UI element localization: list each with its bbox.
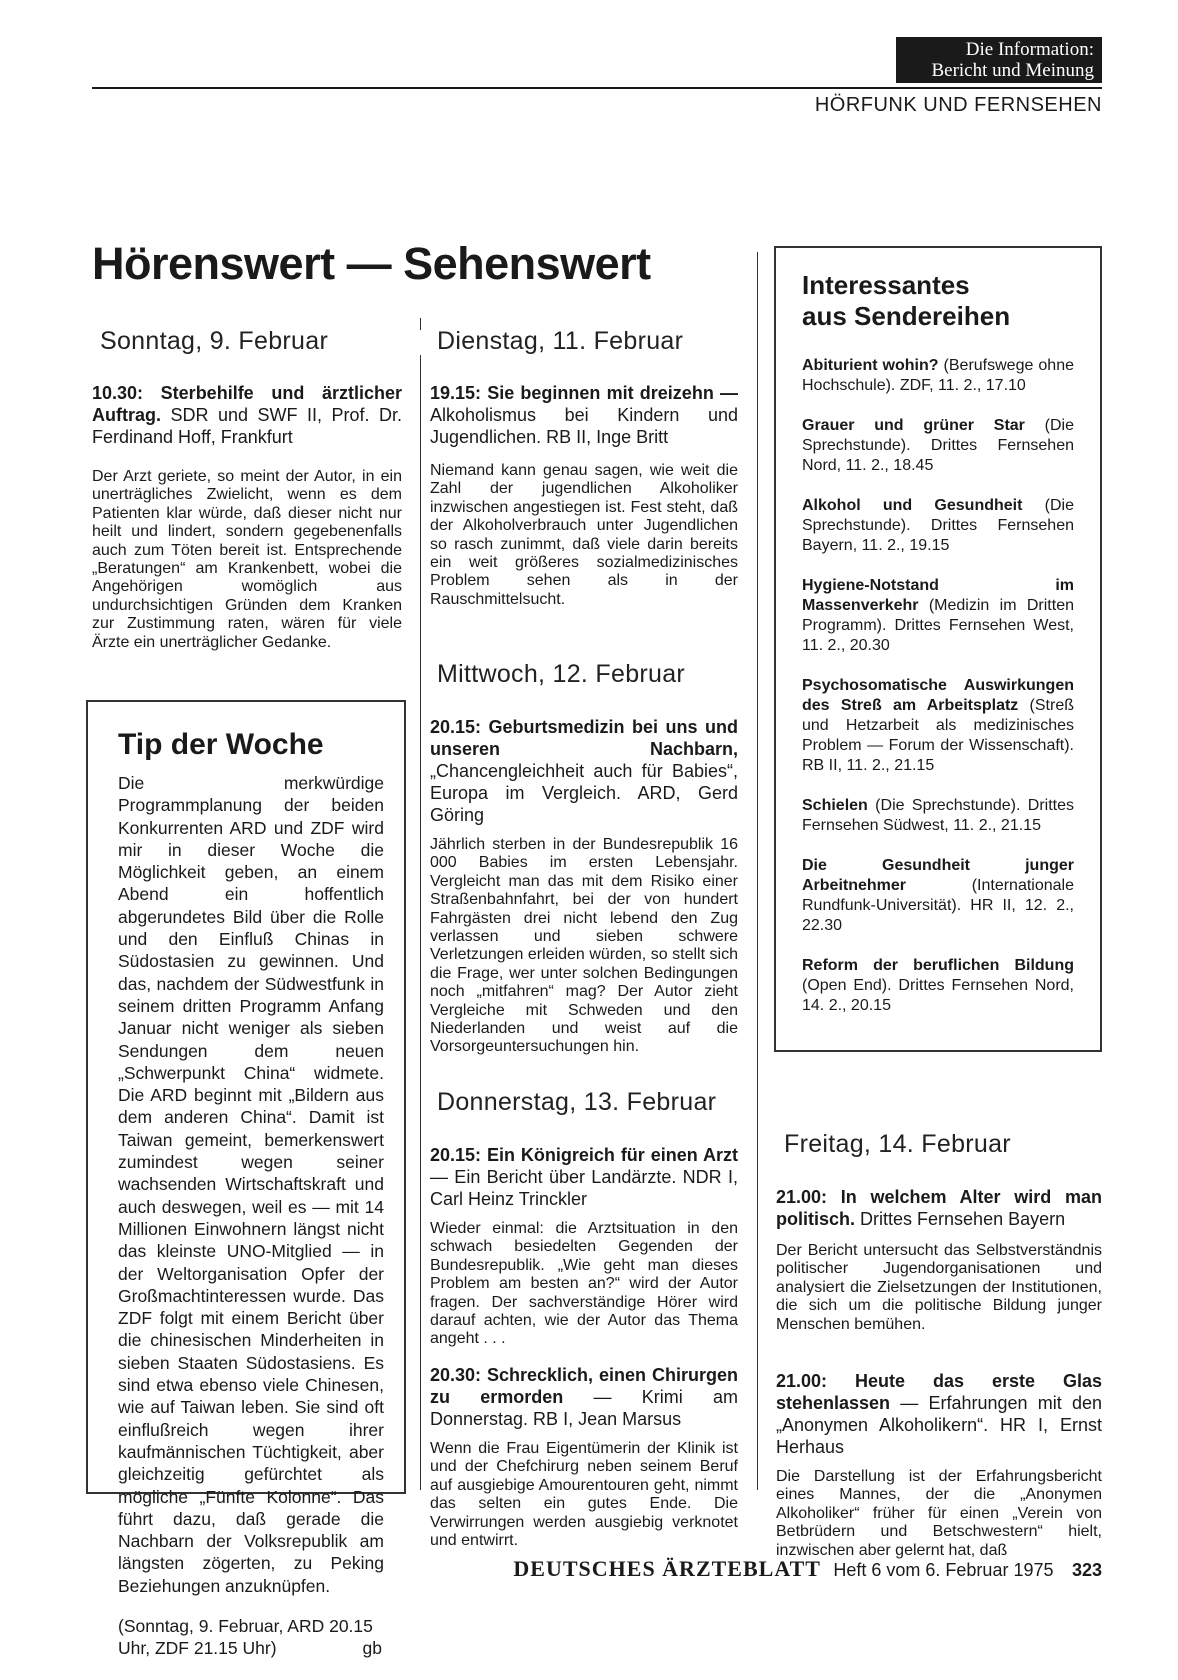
series-item: Abiturient wohin? (Berufswege ohne Hochschule). ZDF, 11. 2., 17.10 <box>802 357 1074 394</box>
series-item: Alkohol und Gesundheit (Die Sprechstunde). Drittes Fernsehen Bayern, 11. 2., 19.15 <box>802 497 1074 554</box>
program-description: Wieder einmal: die Arztsituation in den schwach besiedelten Gegenden der Bundesrepublik. „Wie geht man dieses Problem am besten an?“ wird der Autor fragen. Der sachverständige Hörer wird darauf achten, wie der Autor das Thema angeht . . . <box>430 1220 738 1348</box>
program-description: Der Bericht untersucht das Selbstverständnis politischer Jugendorganisationen und analysiert die Zielsetzungen der Institutionen, die sich um die politische Bildung junger Menschen bemühen. <box>776 1242 1102 1333</box>
program-meta: — Ein Bericht über Landärzte. NDR I, Carl Heinz Trinckler <box>430 1167 738 1209</box>
tip-footnote-block <box>118 1615 384 1660</box>
header-divider <box>92 87 1102 89</box>
series-title-line1: Interessantes <box>802 270 970 300</box>
program-item-koenigreich <box>430 1144 738 1349</box>
section-header-box <box>896 37 1102 83</box>
tip-of-week-box <box>86 700 406 1659</box>
tip-author-sign: gb <box>362 1638 382 1659</box>
series-item: Hygiene-Notstand im Massenverkehr (Medizin im Dritten Programm). Drittes Fernsehen West, 11. 2., 20.30 <box>802 577 1074 654</box>
program-title: 20.15: Ein Königreich für einen Arzt <box>430 1145 738 1165</box>
page-number: 323 <box>1071 1560 1102 1580</box>
program-description: Niemand kann genau sagen, wie weit die Zahl der jugendlichen Alkoholiker inzwischen angestiegen ist. Fest steht, daß der Alkoholverbrauch unter Jugendlichen so rasch zunimmt, daß viele darin bereits ein weit größeres sozialmedizinisches Problem sehen als in der Rauschmittelsucht. <box>430 462 738 608</box>
program-title: 21.00: In welchem Alter wird man politisch. <box>776 1187 1102 1229</box>
header-box-line1: Die Information: <box>965 39 1094 60</box>
column-divider-left <box>420 355 421 1490</box>
header-box-line2: Bericht und Meinung <box>931 60 1094 81</box>
program-meta: SDR und SWF II, Prof. Dr. Ferdinand Hoff, Frankfurt <box>92 405 402 447</box>
program-meta: — Krimi am Donnerstag. RB I, Jean Marsus <box>430 1387 738 1429</box>
section-label: HÖRFUNK UND FERNSEHEN <box>814 94 1102 116</box>
series-item: Die Gesundheit junger Arbeitnehmer (Internationale Rundfunk-Universität). HR II, 12. 2., 22.30 <box>802 857 1074 934</box>
page-title: Hörenswert — Sehenswert <box>92 238 651 289</box>
program-meta: „Chancengleichheit auch für Babies“, Europa im Vergleich. ARD, Gerd Göring <box>430 761 738 825</box>
program-item-chirurgen <box>430 1364 738 1550</box>
journal-name: DEUTSCHES ÄRZTEBLATT <box>513 1556 821 1581</box>
series-box <box>774 246 1102 1052</box>
program-item-sterbehilfe <box>92 382 402 652</box>
series-item: Grauer und grüner Star (Die Sprechstunde). Drittes Fernsehen Nord, 11. 2., 18.45 <box>802 417 1075 474</box>
tip-title: Tip der Woche <box>118 728 324 761</box>
day-heading-sunday: Sonntag, 9. Februar <box>100 327 329 355</box>
column-divider-right <box>757 252 758 1490</box>
program-item-politisch <box>776 1186 1102 1334</box>
program-item-dreizehn <box>430 382 738 609</box>
series-title <box>802 270 1074 332</box>
program-meta: Drittes Fernsehen Bayern <box>860 1209 1066 1229</box>
series-title-line2: aus Sendereihen <box>802 301 1011 331</box>
day-heading-wednesday: Mittwoch, 12. Februar <box>437 660 686 688</box>
tip-footnote: (Sonntag, 9. Februar, ARD 20.15 Uhr, ZDF 21.15 Uhr) <box>118 1615 373 1659</box>
series-item: Reform der beruflichen Bildung (Open End). Drittes Fernsehen Nord, 14. 2., 20.15 <box>802 957 1074 1014</box>
column-divider-top <box>420 318 421 330</box>
program-item-erstes-glas <box>776 1370 1102 1560</box>
program-meta: Alkoholismus bei Kindern und Jugendlichen. RB II, Inge Britt <box>430 405 738 447</box>
tip-text: Die merkwürdige Programmplanung der beiden Konkurrenten ARD und ZDF wird mir in dieser Woche die Möglichkeit geben, an einem Abend ein hoffentlich abgerundetes Bild über die Rolle und den Einfluß Chinas in Südostasien zu gewinnen. Und das, nachdem der Südwestfunk in seinem dritten Programm Anfang Januar nicht weniger als sieben Sendungen dem neuen „Schwerpunkt China“ widmete. Die ARD beginnt mit „Bildern aus dem anderen China“. Damit ist Taiwan gemeint, bemerkenswert zumindest wegen seiner wachsenden Wirtschaftskraft und auch deswegen, weil es — mit 14 Millionen Einwohnern längst nicht das kleinste UNO-Mitglied — in der Weltorganisation Opfer der Großmachtinteressen wurde. Das ZDF folgt mit einem Bericht über die chinesischen Minderheiten in sieben Staaten Südostasiens. Es sind etwa ebenso viele Chinesen, wie auf Taiwan leben. Sie sind oft einflußreich wegen ihrer kaufmännischen Tüchtigkeit, aber gleichzeitig gefürchtet als mögliche „Fünfte Kolonne“. Das führt dazu, daß gerade die Nachbarn der Volksrepublik am längsten zögerten, zu Peking Beziehungen anzuknüpfen. <box>118 773 384 1596</box>
program-title: 10.30: Sterbehilfe und ärztlicher Auftrag. <box>92 383 402 425</box>
program-meta: — Erfahrungen mit den „Anonymen Alkoholikern“. HR I, Ernst Herhaus <box>776 1393 1102 1457</box>
program-description: Jährlich sterben in der Bundesrepublik 16 000 Babies im ersten Lebensjahr. Vergleicht man das mit dem Risiko einer Straßenbahnfahrt, bei der von hundert Fahrgästen drei nicht lebend den Zug verlassen und sieben schwere Verletzungen erleiden würden, so stellt sich die Frage, wer unter solchen Bedingungen noch „mitfahren“ mag? Der Autor zieht Vergleiche mit Schweden und den Niederlanden und weist auf die Vorsorgeuntersuchungen hin. <box>430 836 738 1056</box>
program-title: 20.30: Schrecklich, einen Chirurgen zu ermorden <box>430 1365 738 1407</box>
program-title: 20.15: Geburtsmedizin bei uns und unseren Nachbarn, <box>430 717 738 759</box>
program-description: Wenn die Frau Eigentümerin der Klinik ist und der Chefchirurg neben seinem Beruf auf ausgiebige Amourentouren geht, nimmt das selten ein gutes Ende. Die Verwirrungen werden ausgiebig verknotet und entwirrt. <box>430 1440 738 1550</box>
program-item-geburtsmedizin <box>430 716 738 1057</box>
program-title: 21.00: Heute das erste Glas stehenlassen <box>776 1371 1102 1413</box>
series-list <box>802 356 1074 1016</box>
program-description: Die Darstellung ist der Erfahrungsbericht eines Mannes, der die „Anonymen Alkoholiker“ früher für einen „Verein von Betbrüdern und Betschwestern“ hielt, inzwischen aber gelernt hat, daß <box>776 1468 1102 1559</box>
program-description: Der Arzt geriete, so meint der Autor, in ein unerträgliches Zwielicht, wenn es dem Patienten klar würde, daß dieser nicht nur heilt und lindert, sondern gegebenenfalls auch zum Töten bereit ist. Entsprechende „Beratungen“ am Krankenbett, wobei die Angehörigen womöglich aus undurchsichtigen Gründen dem Kranken zur Zustimmung raten, wären für viele Ärzte ein unerträglicher Gedanke. <box>92 468 402 651</box>
page-footer <box>480 1556 1102 1582</box>
day-heading-tuesday: Dienstag, 11. Februar <box>437 327 684 355</box>
series-item: Schielen (Die Sprechstunde). Drittes Fernsehen Südwest, 11. 2., 21.15 <box>802 797 1074 834</box>
day-heading-friday: Freitag, 14. Februar <box>784 1130 1011 1158</box>
issue-info: Heft 6 vom 6. Februar 1975 <box>833 1560 1054 1580</box>
day-heading-thursday: Donnerstag, 13. Februar <box>437 1088 717 1116</box>
series-item: Psychosomatische Auswirkungen des Streß am Arbeitsplatz (Streß und Hetzarbeit als medizinisches Problem — Forum der Wissenschaft). RB II, 11. 2., 21.15 <box>802 677 1075 774</box>
program-title: 19.15: Sie beginnen mit dreizehn — <box>430 383 738 403</box>
